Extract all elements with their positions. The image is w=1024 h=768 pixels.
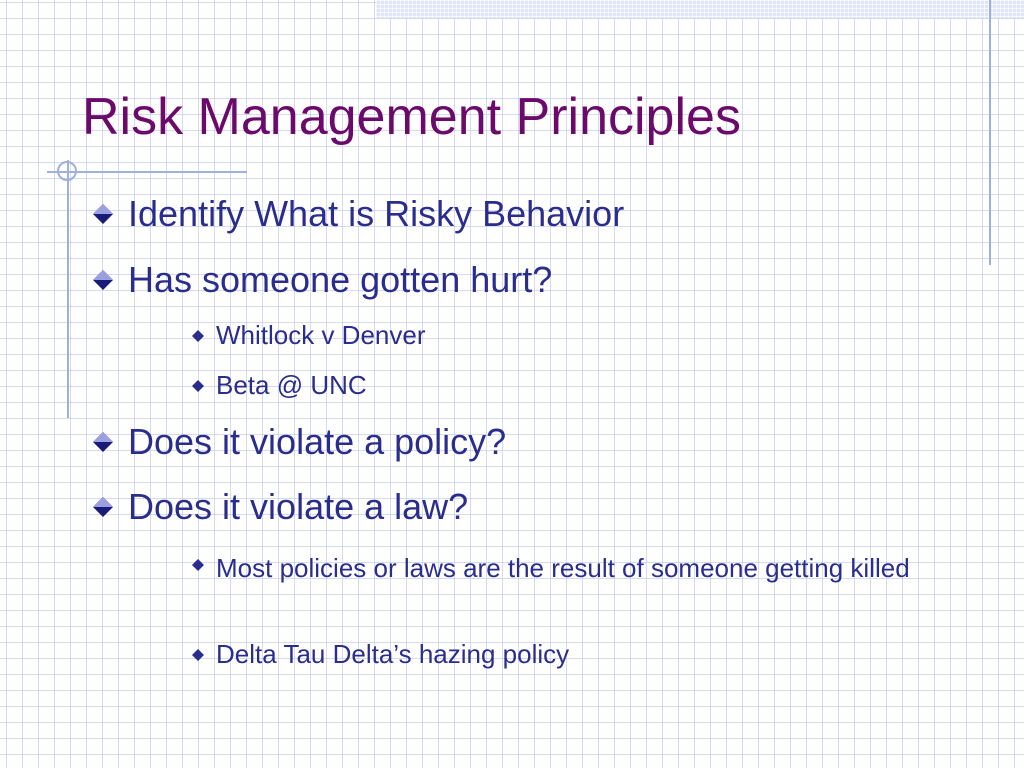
bullet-text: Has someone gotten hurt? xyxy=(128,259,553,300)
diamond-bullet-icon xyxy=(92,431,114,453)
bullet-text: Delta Tau Delta’s hazing policy xyxy=(216,639,570,669)
bullet-item-level1 xyxy=(88,259,553,301)
bullet-text: Most policies or laws are the result of someone getting killed xyxy=(216,553,910,583)
circle-crosshair-decoration xyxy=(57,161,77,181)
left-horizontal-rule xyxy=(47,171,247,173)
bullet-text: Does it violate a law? xyxy=(128,486,469,527)
bullet-item-level2 xyxy=(192,369,932,401)
bullet-item-level1 xyxy=(88,193,625,235)
bullet-text: Identify What is Risky Behavior xyxy=(128,193,625,234)
bullet-item-level1 xyxy=(88,486,469,528)
small-diamond-bullet-icon xyxy=(192,649,204,661)
top-band-decoration xyxy=(376,0,1024,18)
diamond-bullet-icon xyxy=(92,269,114,291)
bullet-text: Whitlock v Denver xyxy=(216,320,426,350)
bullet-text: Beta @ UNC xyxy=(216,370,367,400)
small-diamond-bullet-icon xyxy=(192,559,204,571)
right-vertical-rule xyxy=(989,0,991,265)
bullet-item-level2 xyxy=(192,638,932,670)
small-diamond-bullet-icon xyxy=(192,330,204,342)
diamond-bullet-icon xyxy=(92,203,114,225)
diamond-bullet-icon xyxy=(92,496,114,518)
bullet-item-level2 xyxy=(192,319,932,351)
small-diamond-bullet-icon xyxy=(192,380,204,392)
bullet-item-level2 xyxy=(192,548,932,588)
slide-title: Risk Management Principles xyxy=(82,88,741,146)
bullet-item-level1 xyxy=(88,421,507,463)
left-vertical-rule xyxy=(67,160,69,418)
bullet-text: Does it violate a policy? xyxy=(128,421,507,462)
